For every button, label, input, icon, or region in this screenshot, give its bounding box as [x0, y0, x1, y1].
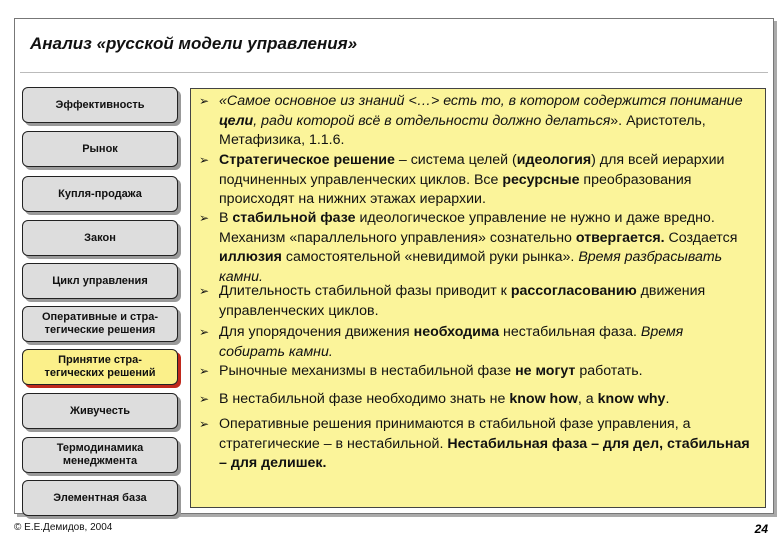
bullet-text: преобразования происходят на нижних этажах иерархии.: [219, 171, 692, 207]
bullet-text: Стратегическое решение: [219, 152, 395, 168]
bullet-text: ресурсные: [502, 171, 580, 188]
sidebar-item[interactable]: [22, 176, 178, 212]
sidebar-item-label: Живучесть: [70, 404, 130, 417]
sidebar-item-label: Принятие стра-тегических решений: [44, 354, 156, 379]
bullet-text: В нестабильной фазе необходимо знать не: [219, 391, 510, 407]
bullet-text: движения управленческих циклов.: [219, 283, 706, 319]
arrow-bullet-icon: ➢: [199, 211, 210, 225]
bullet-item: [199, 390, 753, 410]
bullet-item: [199, 151, 753, 210]
sidebar-item-label: Цикл управления: [52, 274, 148, 287]
bullet-item: [199, 415, 753, 474]
bullet-text: – система целей (: [394, 152, 517, 168]
bullet-text: Длительность стабильной фазы приводит к: [219, 283, 511, 299]
copyright: © Е.Е.Демидов, 2004: [14, 522, 113, 533]
bullet-text: В: [219, 210, 233, 226]
bullet-item: [199, 209, 753, 287]
bullet-text: «Самое основное из знаний <…> есть то, в котором содержится понимание: [219, 93, 743, 109]
bullet-text: идеологическое управление не нужно и даже вредно. Механизм «параллельного управления» сознательно: [219, 210, 715, 246]
bullet-text: иллюзия: [219, 249, 282, 265]
bullet-item: [199, 323, 753, 362]
bullet-text: не могут: [515, 363, 576, 379]
sidebar-item-label: Купля-продажа: [58, 187, 142, 200]
sidebar-item[interactable]: [22, 87, 178, 123]
bullet-text: ». Аристотель, Метафизика, 1.1.6.: [219, 112, 706, 148]
sidebar-item[interactable]: [22, 220, 178, 256]
sidebar-item[interactable]: [22, 480, 178, 516]
bullet-text: know why: [597, 391, 666, 407]
sidebar-item[interactable]: [22, 306, 178, 342]
bullet-text: Время разбрасывать камни.: [219, 249, 723, 285]
sidebar-item[interactable]: [22, 437, 178, 473]
bullet-text: .: [665, 391, 670, 407]
bullet-text: идеология: [516, 152, 592, 168]
sidebar-item[interactable]: [22, 263, 178, 299]
bullet-text: Оперативные решения принимаются в стабильной фазе управления, а стратегические – в нестабильной.: [219, 416, 691, 452]
sidebar-item-label: Эффективность: [55, 98, 145, 111]
bullet-text: Время собирать камни.: [219, 324, 684, 360]
arrow-bullet-icon: ➢: [199, 417, 210, 431]
bullet-text: Нестабильная фаза – для дел, стабильная – для делишек.: [219, 435, 750, 471]
sidebar-item-label: Термодинамика менеджмента: [56, 442, 144, 467]
arrow-bullet-icon: ➢: [199, 284, 210, 298]
bullet-text: ) для всей иерархии подчиненных управленческих циклов. Все: [219, 152, 725, 188]
bullet-text: отвергается.: [575, 229, 665, 246]
bullet-item: [199, 362, 753, 382]
bullet-text: необходима: [413, 324, 500, 340]
bullet-text: работать.: [575, 363, 643, 379]
bullet-text: нестабильная фаза.: [499, 324, 641, 340]
bullet-text: , а: [577, 391, 598, 407]
bullet-text: цели: [219, 112, 254, 129]
arrow-bullet-icon: ➢: [199, 364, 210, 378]
bullet-text: know how: [509, 391, 578, 407]
sidebar-item-label: Оперативные и стра-тегические решения: [41, 311, 159, 336]
bullet-text: , ради которой всё в отдельности должно делаться: [253, 112, 611, 129]
bullet-text: Создается: [664, 229, 738, 246]
sidebar-item-label: Элементная база: [53, 491, 147, 504]
arrow-bullet-icon: ➢: [199, 153, 210, 167]
bullet-text: рассогласованию: [510, 283, 637, 299]
bullet-text: самостоятельной «невидимой руки рынка».: [281, 249, 579, 265]
arrow-bullet-icon: ➢: [199, 392, 210, 406]
sidebar-item-label: Закон: [84, 231, 116, 244]
sidebar-item[interactable]: [22, 349, 178, 385]
arrow-bullet-icon: ➢: [199, 325, 210, 339]
sidebar-item[interactable]: [22, 131, 178, 167]
sidebar-item[interactable]: [22, 393, 178, 429]
content-panel: [190, 88, 766, 508]
page-number: 24: [754, 522, 768, 536]
bullet-item: [199, 282, 753, 321]
title-divider: [20, 72, 768, 73]
bullet-text: Для упорядочения движения: [219, 324, 414, 340]
sidebar-item-label: Рынок: [82, 142, 118, 155]
bullet-text: Рыночные механизмы в нестабильной фазе: [219, 363, 516, 379]
bullet-item: [199, 92, 753, 151]
bullet-text: стабильной фазе: [232, 210, 356, 226]
arrow-bullet-icon: ➢: [199, 94, 210, 108]
slide-title: Анализ «русской модели управления»: [30, 34, 358, 53]
